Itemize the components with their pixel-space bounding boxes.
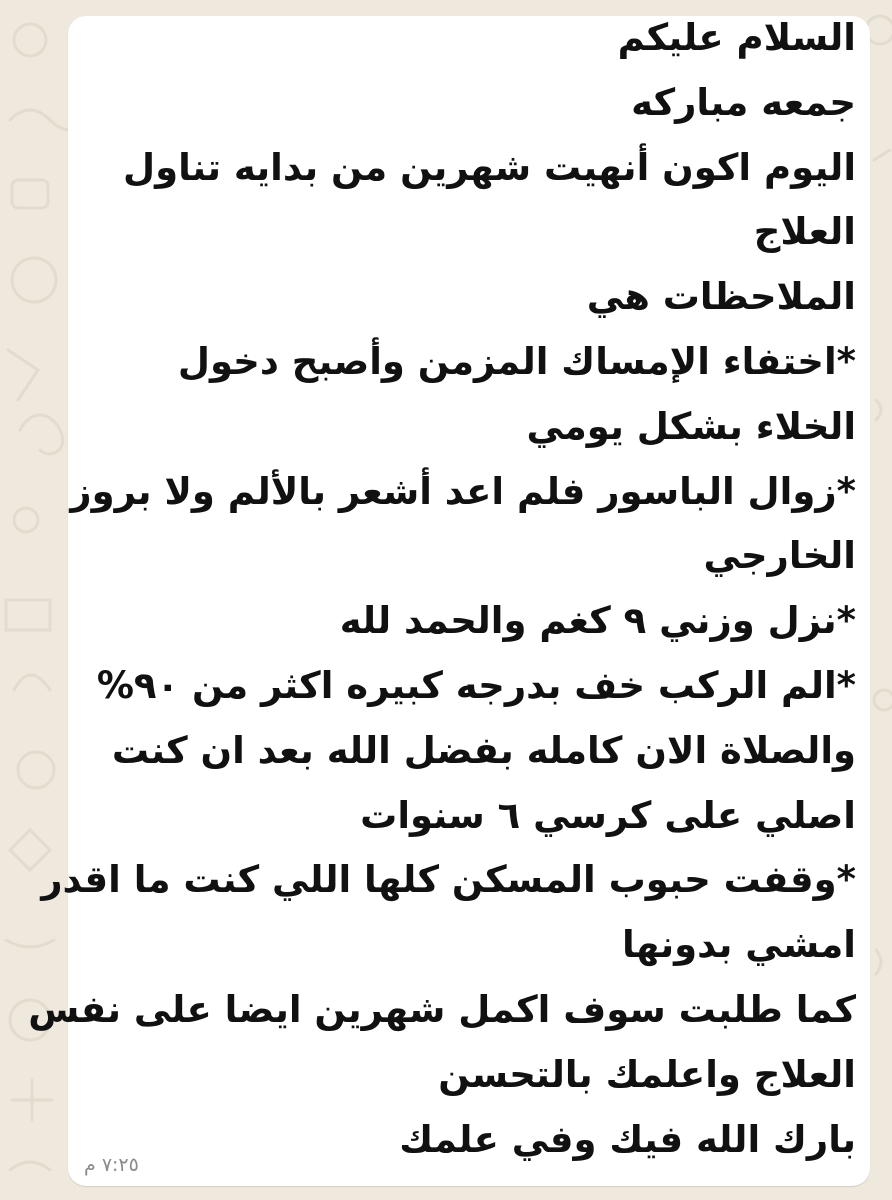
message-line: الملاحظات هي: [586, 275, 856, 319]
message-line: جمعه مباركه: [631, 80, 856, 124]
message-line: *نزل وزني ٩ كغم والحمد لله: [339, 599, 856, 643]
message-text: [28, 6, 856, 1172]
message-line: العلاج: [753, 210, 856, 254]
message-line: امشي بدونها: [621, 923, 856, 967]
message-line: بارك الله فيك وفي علمك: [399, 1117, 856, 1161]
message-line: العلاج واعلمك بالتحسن: [438, 1052, 856, 1096]
message-line: السلام عليكم: [617, 16, 856, 59]
message-timestamp: ٧:٢٥ م: [84, 1154, 139, 1176]
message-line: الخارجي: [703, 534, 856, 578]
message-line: *اختفاء الإمساك المزمن وأصبح دخول: [177, 339, 856, 383]
message-line: *وقفت حبوب المسكن كلها اللي كنت ما اقدر: [41, 858, 856, 902]
message-line: *الم الركب خف بدرجه كبيره اكثر من ٩٠%: [96, 663, 856, 707]
message-line: كما طلبت سوف اكمل شهرين ايضا على نفس: [28, 987, 856, 1031]
message-line: الخلاء بشكل يومي: [526, 404, 856, 448]
message-line: اليوم اكون أنهيت شهرين من بدايه تناول: [122, 145, 856, 189]
message-line: اصلي على كرسي ٦ سنوات: [360, 793, 856, 837]
message-line: *زوال الباسور فلم اعد أشعر بالألم ولا بروز: [70, 469, 856, 513]
message-line: والصلاة الان كامله بفضل الله بعد ان كنت: [111, 728, 856, 772]
